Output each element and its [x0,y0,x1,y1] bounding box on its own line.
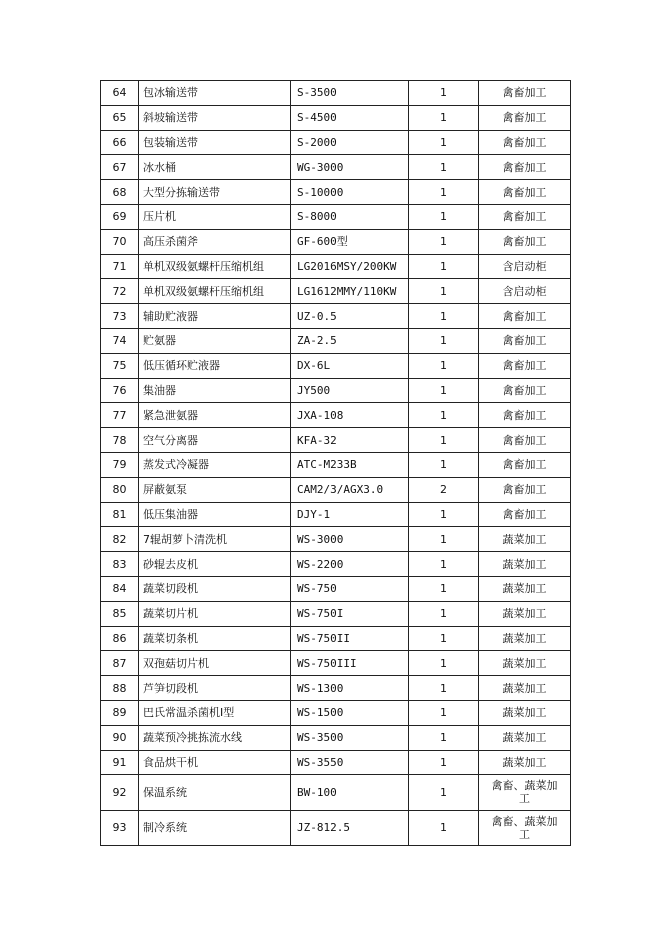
row-number: 80 [101,477,139,502]
equipment-model: UZ-0.5 [291,304,409,329]
row-number: 93 [101,810,139,845]
row-number: 73 [101,304,139,329]
equipment-model: WS-750 [291,576,409,601]
equipment-model: GF-600型 [291,229,409,254]
equipment-model: JXA-108 [291,403,409,428]
row-number: 91 [101,750,139,775]
equipment-name: 芦笋切段机 [139,676,291,701]
equipment-quantity: 1 [409,527,479,552]
table-row [101,378,571,403]
row-number: 89 [101,700,139,725]
equipment-name: 单机双级氨螺杆压缩机组 [139,254,291,279]
table-row [101,81,571,106]
row-number: 77 [101,403,139,428]
row-number: 82 [101,527,139,552]
equipment-usage [479,552,571,577]
row-number: 70 [101,229,139,254]
equipment-model: CAM2/3/AGX3.0 [291,477,409,502]
equipment-usage-text: 蔬菜加工 [502,582,547,596]
equipment-usage [479,403,571,428]
table-row [101,576,571,601]
row-number: 88 [101,676,139,701]
equipment-usage [479,254,571,279]
equipment-usage-text: 蔬菜加工 [502,681,547,695]
equipment-model: JY500 [291,378,409,403]
row-number: 87 [101,651,139,676]
equipment-model: S-2000 [291,130,409,155]
table-row [101,180,571,205]
equipment-quantity: 1 [409,576,479,601]
equipment-quantity: 1 [409,403,479,428]
equipment-name: 蔬菜切段机 [139,576,291,601]
equipment-model: WS-3500 [291,725,409,750]
equipment-name: 高压杀菌斧 [139,229,291,254]
equipment-quantity: 1 [409,180,479,205]
equipment-quantity: 1 [409,353,479,378]
equipment-usage [479,750,571,775]
equipment-name: 保温系统 [139,775,291,810]
equipment-model: WS-3550 [291,750,409,775]
row-number: 92 [101,775,139,810]
equipment-usage [479,81,571,106]
equipment-usage [479,676,571,701]
equipment-usage [479,130,571,155]
row-number: 79 [101,452,139,477]
equipment-quantity: 1 [409,775,479,810]
equipment-name: 7辊胡萝卜清洗机 [139,527,291,552]
equipment-usage-text: 蔬菜加工 [502,607,547,621]
equipment-usage-text: 蔬菜加工 [502,755,547,769]
equipment-model: ATC-M233B [291,452,409,477]
table-row [101,452,571,477]
equipment-name: 食品烘干机 [139,750,291,775]
equipment-usage [479,502,571,527]
equipment-quantity: 1 [409,452,479,477]
equipment-usage [479,328,571,353]
equipment-quantity: 1 [409,750,479,775]
row-number: 74 [101,328,139,353]
equipment-model: WS-2200 [291,552,409,577]
equipment-usage-text: 禽畜加工 [502,135,547,149]
equipment-usage [479,775,571,810]
equipment-usage [479,527,571,552]
equipment-name: 压片机 [139,204,291,229]
equipment-usage-text: 禽畜加工 [502,483,547,497]
row-number: 85 [101,601,139,626]
row-number: 69 [101,204,139,229]
equipment-model: DX-6L [291,353,409,378]
table-row [101,651,571,676]
equipment-name: 单机双级氨螺杆压缩机组 [139,279,291,304]
table-row [101,810,571,845]
equipment-model: WS-1500 [291,700,409,725]
equipment-model: WS-750III [291,651,409,676]
equipment-model: DJY-1 [291,502,409,527]
equipment-name: 集油器 [139,378,291,403]
equipment-usage [479,180,571,205]
equipment-usage-text: 蔬菜加工 [502,532,547,546]
equipment-model: S-3500 [291,81,409,106]
table-row [101,229,571,254]
equipment-usage-text: 含启动柜 [502,259,547,273]
equipment-usage [479,477,571,502]
equipment-name: 包装输送带 [139,130,291,155]
equipment-model: S-8000 [291,204,409,229]
equipment-usage-text: 禽畜加工 [502,86,547,100]
table-row [101,328,571,353]
equipment-usage-text: 禽畜加工 [502,160,547,174]
equipment-quantity: 1 [409,502,479,527]
table-row [101,130,571,155]
equipment-quantity: 1 [409,155,479,180]
table-row [101,204,571,229]
equipment-usage [479,204,571,229]
equipment-usage [479,353,571,378]
equipment-name: 巴氏常温杀菌机Ⅰ型 [139,700,291,725]
equipment-usage [479,378,571,403]
equipment-model: S-4500 [291,105,409,130]
table-row [101,601,571,626]
row-number: 84 [101,576,139,601]
equipment-model: BW-100 [291,775,409,810]
equipment-table-body [101,81,571,846]
table-row [101,775,571,810]
equipment-usage-text: 禽畜加工 [502,458,547,472]
equipment-usage-text: 禽畜加工 [502,309,547,323]
row-number: 81 [101,502,139,527]
equipment-name: 蒸发式冷凝器 [139,452,291,477]
row-number: 83 [101,552,139,577]
equipment-name: 屏蔽氨泵 [139,477,291,502]
equipment-usage [479,452,571,477]
equipment-usage-text: 禽畜加工 [502,383,547,397]
row-number: 75 [101,353,139,378]
equipment-model: WS-3000 [291,527,409,552]
equipment-usage-text: 蔬菜加工 [502,631,547,645]
equipment-usage-text: 禽畜加工 [502,433,547,447]
equipment-quantity: 1 [409,552,479,577]
equipment-model: KFA-32 [291,428,409,453]
equipment-name: 砂辊去皮机 [139,552,291,577]
equipment-name: 包冰输送带 [139,81,291,106]
equipment-usage-text: 禽畜、蔬菜加工 [491,814,558,841]
equipment-quantity: 1 [409,130,479,155]
equipment-usage-text: 禽畜加工 [502,507,547,521]
equipment-quantity: 1 [409,328,479,353]
table-row [101,626,571,651]
row-number: 67 [101,155,139,180]
row-number: 64 [101,81,139,106]
equipment-quantity: 1 [409,204,479,229]
equipment-name: 空气分离器 [139,428,291,453]
table-row [101,552,571,577]
row-number: 76 [101,378,139,403]
equipment-usage [479,105,571,130]
table-row [101,304,571,329]
table-row [101,353,571,378]
equipment-name: 辅助贮液器 [139,304,291,329]
equipment-quantity: 1 [409,810,479,845]
table-row [101,502,571,527]
equipment-usage [479,700,571,725]
equipment-quantity: 1 [409,378,479,403]
equipment-usage-text: 禽畜加工 [502,111,547,125]
equipment-quantity: 1 [409,428,479,453]
table-row [101,279,571,304]
equipment-quantity: 1 [409,279,479,304]
equipment-quantity: 1 [409,601,479,626]
table-row [101,155,571,180]
row-number: 68 [101,180,139,205]
equipment-quantity: 1 [409,229,479,254]
equipment-table [100,80,571,846]
equipment-usage [479,626,571,651]
table-row [101,403,571,428]
equipment-name: 冰水桶 [139,155,291,180]
equipment-usage [479,304,571,329]
equipment-usage-text: 蔬菜加工 [502,656,547,670]
equipment-name: 蔬菜切片机 [139,601,291,626]
equipment-model: JZ-812.5 [291,810,409,845]
equipment-name: 蔬菜切条机 [139,626,291,651]
equipment-usage-text: 蔬菜加工 [502,557,547,571]
equipment-quantity: 1 [409,676,479,701]
equipment-usage-text: 蔬菜加工 [502,731,547,745]
equipment-usage [479,810,571,845]
equipment-usage [479,601,571,626]
equipment-quantity: 1 [409,254,479,279]
equipment-name: 大型分拣输送带 [139,180,291,205]
equipment-quantity: 1 [409,304,479,329]
equipment-model: S-10000 [291,180,409,205]
equipment-usage [479,651,571,676]
row-number: 78 [101,428,139,453]
table-row [101,527,571,552]
equipment-quantity: 1 [409,81,479,106]
equipment-quantity: 1 [409,725,479,750]
equipment-usage-text: 禽畜加工 [502,408,547,422]
equipment-usage [479,428,571,453]
equipment-name: 制冷系统 [139,810,291,845]
row-number: 86 [101,626,139,651]
equipment-quantity: 1 [409,700,479,725]
equipment-usage-text: 禽畜加工 [502,210,547,224]
equipment-name: 紧急泄氨器 [139,403,291,428]
equipment-usage [479,725,571,750]
equipment-usage [479,229,571,254]
table-row [101,477,571,502]
equipment-name: 蔬菜预冷挑拣流水线 [139,725,291,750]
table-row [101,105,571,130]
equipment-quantity: 1 [409,651,479,676]
equipment-model: WS-1300 [291,676,409,701]
equipment-model: LG1612MMY/110KW [291,279,409,304]
table-row [101,428,571,453]
equipment-name: 低压循环贮液器 [139,353,291,378]
table-row [101,750,571,775]
table-row [101,725,571,750]
equipment-model: ZA-2.5 [291,328,409,353]
equipment-usage-text: 含启动柜 [502,284,547,298]
row-number: 65 [101,105,139,130]
equipment-usage [479,576,571,601]
equipment-name: 斜坡输送带 [139,105,291,130]
equipment-usage-text: 禽畜加工 [502,185,547,199]
equipment-usage-text: 禽畜加工 [502,359,547,373]
equipment-usage-text: 禽畜、蔬菜加工 [491,779,558,806]
equipment-usage [479,155,571,180]
equipment-model: WS-750I [291,601,409,626]
equipment-usage-text: 蔬菜加工 [502,706,547,720]
table-row [101,700,571,725]
table-row [101,254,571,279]
equipment-name: 贮氨器 [139,328,291,353]
equipment-model: WS-750II [291,626,409,651]
equipment-name: 双孢菇切片机 [139,651,291,676]
row-number: 90 [101,725,139,750]
row-number: 71 [101,254,139,279]
equipment-quantity: 1 [409,105,479,130]
equipment-quantity: 1 [409,626,479,651]
equipment-model: LG2016MSY/200KW [291,254,409,279]
row-number: 72 [101,279,139,304]
equipment-quantity: 2 [409,477,479,502]
equipment-model: WG-3000 [291,155,409,180]
equipment-name: 低压集油器 [139,502,291,527]
equipment-usage-text: 禽畜加工 [502,334,547,348]
equipment-usage-text: 禽畜加工 [502,235,547,249]
table-row [101,676,571,701]
row-number: 66 [101,130,139,155]
equipment-usage [479,279,571,304]
